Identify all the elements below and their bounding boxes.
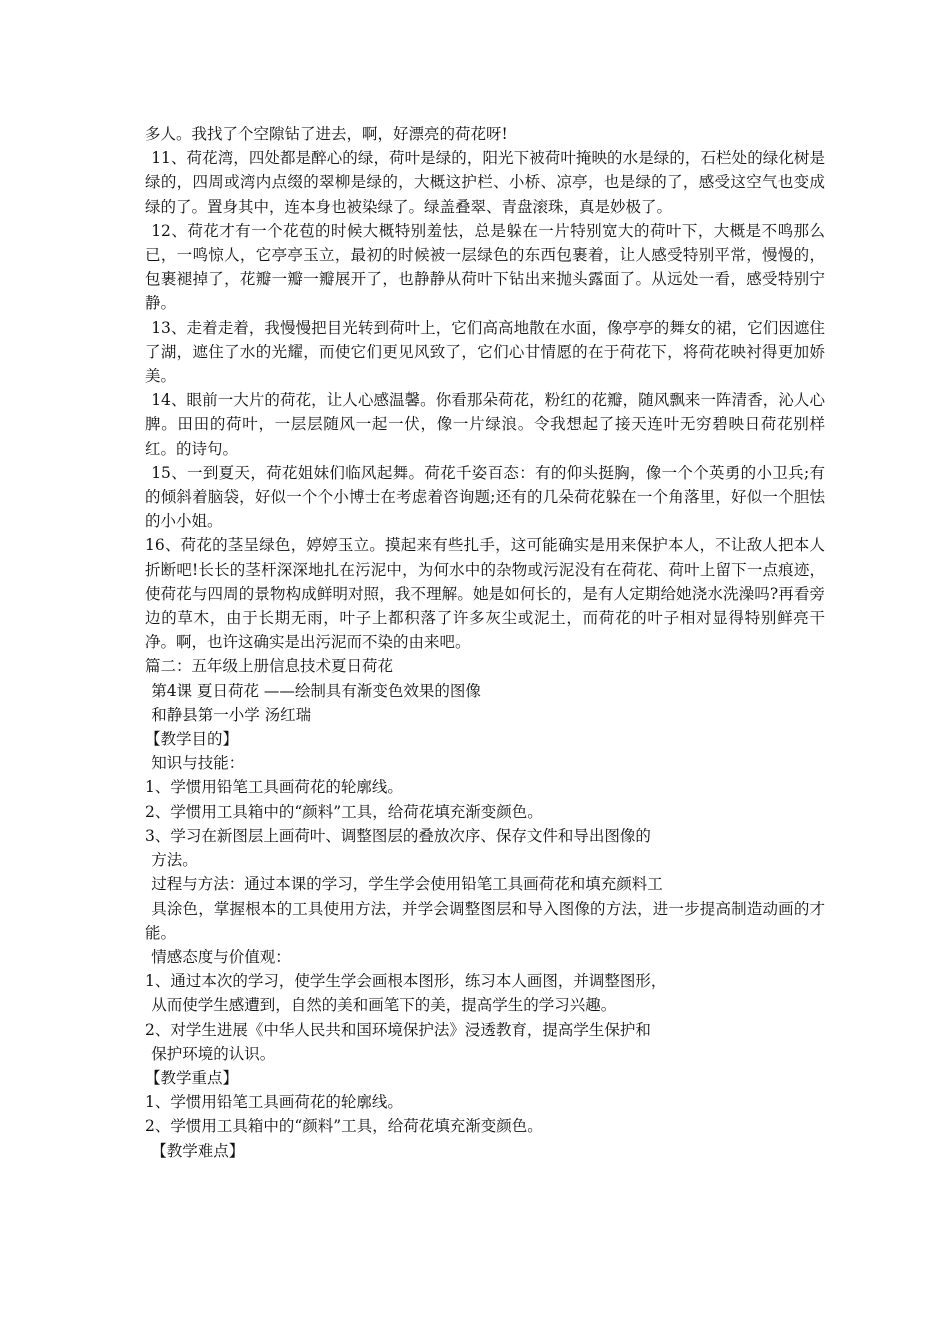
paragraph: 1、通过本次的学习，使学生学会画根本图形，练习本人画图，并调整图形，	[145, 972, 667, 991]
paragraph: 【教学重点】	[145, 1068, 239, 1087]
paragraph: 15、一到夏天，荷花姐妹们临风起舞。荷花千姿百态：有的仰头挺胸，像一个个英勇的小卫兵;有的倾斜着脑袋，好似一个个小博士在考虑着咨询题;还有的几朵荷花躲在一个角落里，好似一个胆怯的小小姐。	[145, 463, 825, 531]
paragraph: 和静县第一小学 汤红瑞	[151, 705, 312, 724]
paragraph: 2、学惯用工具箱中的“颜料”工具，给荷花填充渐变颜色。	[145, 802, 543, 821]
document-body	[145, 122, 825, 1163]
paragraph: 情感态度与价值观：	[151, 947, 291, 966]
paragraph: 篇二：五年级上册信息技术夏日荷花	[145, 657, 394, 676]
paragraph: 第4课 夏日荷花 ——绘制具有渐变色效果的图像	[151, 681, 481, 700]
paragraph: 16、荷花的茎呈绿色，婷婷玉立。摸起来有些扎手，这可能确实是用来保护本人，不让敌人把本人折断吧!长长的茎杆深深地扎在污泥中，为何水中的杂物或污泥没有在荷花、荷叶上留下一点痕迹，使荷花与四周的景物构成鲜明对照，我不理解。她是如何长的，是有人定期给她浇水洗澡吗?再看旁边的草木，由于长期无雨，叶子上都积落了许多灰尘或泥土，而荷花的叶子相对显得特别鲜亮干净。啊，也许这确实是出污泥而不染的由来吧。	[145, 536, 825, 652]
paragraph: 1、学惯用铅笔工具画荷花的轮廓线。	[145, 778, 403, 797]
paragraph: 2、学惯用工具箱中的“颜料”工具，给荷花填充渐变颜色。	[145, 1117, 543, 1136]
paragraph: 具涂色，掌握根本的工具使用方法，并学会调整图层和导入图像的方法，进一步提高制造动画的才能。	[145, 899, 825, 942]
paragraph: 从而使学生感遭到，自然的美和画笔下的美，提高学生的学习兴趣。	[151, 996, 617, 1015]
paragraph: 1、学惯用铅笔工具画荷花的轮廓线。	[145, 1093, 403, 1112]
paragraph: 11、荷花湾，四处都是醉心的绿，荷叶是绿的，阳光下被荷叶掩映的水是绿的，石栏处的绿化树是绿的，四周或湾内点缀的翠柳是绿的，大概这护栏、小桥、凉亭，也是绿的了，感受这空气也变成绿的了。置身其中，连本身也被染绿了。绿盖叠翠、青盘滚珠，真是妙极了。	[145, 149, 825, 216]
paragraph: 12、荷花才有一个花苞的时候大概特别羞怯，总是躲在一片特别宽大的荷叶下，大概是不鸣那么已，一鸣惊人，它亭亭玉立，最初的时候被一层绿色的东西包裹着，让人感受特别平常，慢慢的，包裹褪掉了，花瓣一瓣一瓣展开了，也静静从荷叶下钻出来抛头露面了。从远处一看，感受特别宁静。	[145, 221, 825, 313]
paragraph: 【教学难点】	[151, 1141, 245, 1160]
paragraph: 14、眼前一大片的荷花，让人心感温馨。你看那朵荷花，粉红的花瓣，随风飘来一阵清香，沁人心脾。田田的荷叶，一层层随风一起一伏，像一片绿浪。令我想起了接天连叶无穷碧映日荷花别样红。的诗句。	[145, 391, 825, 458]
paragraph: 知识与技能：	[151, 754, 245, 773]
paragraph: 方法。	[151, 851, 198, 870]
paragraph: 3、学习在新图层上画荷叶、调整图层的叠放次序、保存文件和导出图像的	[145, 826, 651, 845]
paragraph: 过程与方法：通过本课的学习，学生学会使用铅笔工具画荷花和填充颜料工	[151, 875, 663, 894]
paragraph: 【教学目的】	[145, 730, 239, 749]
paragraph: 2、对学生进展《中华人民共和国环境保护法》浸透教育，提高学生保护和	[145, 1020, 651, 1039]
paragraph: 保护环境的认识。	[151, 1044, 276, 1063]
paragraph: 多人。我找了个空隙钻了进去，啊，好漂亮的荷花呀!	[145, 125, 508, 143]
paragraph: 13、走着走着，我慢慢把目光转到荷叶上，它们高高地散在水面，像亭亭的舞女的裙，它们因遮住了湖，遮住了水的光耀，而使它们更见风致了，它们心甘情愿的在于荷花下，将荷花映衬得更加娇美。	[145, 318, 825, 386]
